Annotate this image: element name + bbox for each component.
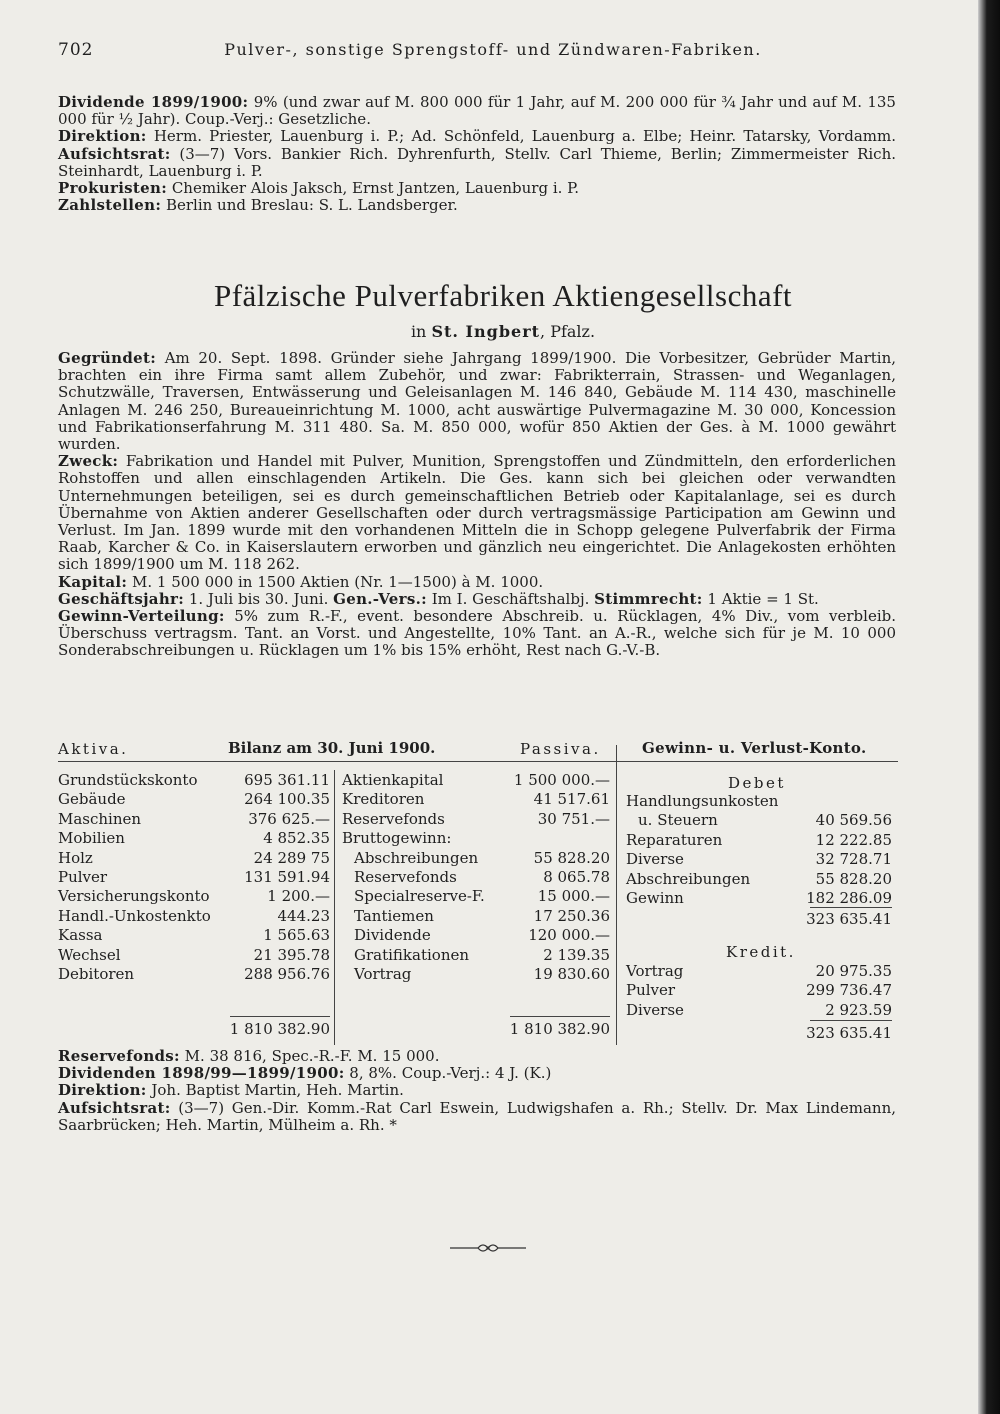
aktiva-item-label: Pulver: [58, 867, 108, 886]
aktiva-passiva-divider: [334, 770, 335, 1045]
debet-row: [626, 870, 892, 889]
aktiva-row: [58, 907, 330, 926]
debet-item-label: Gewinn: [626, 888, 684, 907]
debet-item-label: Diverse: [626, 850, 684, 869]
passiva-row: [342, 829, 610, 848]
kredit-label: Kredit.: [726, 943, 796, 961]
passiva-row: [342, 790, 610, 809]
aktiva-item-value: 1 565.63: [263, 926, 330, 945]
debet-total: 323 635.41: [806, 910, 892, 928]
prev-prokuristen: Prokuristen: Chemiker Alois Jaksch, Ernst Jantzen, Lauenburg i. P.: [58, 179, 579, 198]
kredit-item-label: Diverse: [626, 1000, 684, 1019]
passiva-row: [342, 946, 610, 965]
passiva-item-value: 55 828.20: [533, 848, 610, 867]
kredit-item-value: 20 975.35: [815, 962, 892, 980]
passiva-row: [342, 965, 610, 984]
passiva-item-label: Bruttogewinn:: [342, 829, 452, 848]
passiva-item-value: 30 751.—: [537, 809, 610, 828]
debet-row: [626, 850, 892, 869]
aufsichtsrat-line: Aufsichtsrat: (3—7) Gen.-Dir. Komm.-Rat Carl Eswein, Ludwigshafen a. Rh.; Stellv. Dr. Max Lindemann, Saarbrücken; Heh. Martin, Mülheim a. Rh. *: [58, 1098, 896, 1134]
page-edge-shadow: [978, 0, 1000, 1414]
passiva-item-label: Aktienkapital: [342, 771, 444, 789]
kredit-item-value: 2 923.59: [825, 1000, 892, 1019]
aktiva-row: [58, 771, 330, 790]
kredit-item-value: 299 736.47: [806, 981, 892, 1000]
aktiva-item-value: 695 361.11: [244, 771, 330, 789]
passiva-total-row: [342, 1020, 610, 1039]
aktiva-total-row: [58, 1020, 330, 1039]
prev-zahlstellen: Zahlstellen: Berlin und Breslau: S. L. Landsberger.: [58, 196, 458, 215]
passiva-row: [342, 771, 610, 790]
debet-item-value: 55 828.20: [815, 869, 892, 888]
aktiva-item-label: Versicherungskonto: [58, 887, 210, 906]
kredit-row: [626, 962, 892, 981]
prev-direktion: Direktion: Herm. Priester, Lauenburg i. P.; Ad. Schönfeld, Lauenburg a. Elbe; Heinr. Tatarsky, Vordamm. Aufsichtsrat: (3—7) Vors. Bankier Rich. Dyhrenfurth, Stellv. Carl Thieme, Berlin; Zimmermeister Rich. Steinhardt, Lauenburg i. P.: [58, 127, 896, 180]
closing-section: [58, 1048, 896, 1134]
kapital-section: Kapital: M. 1 500 000 in 1500 Aktien (Nr. 1—1500) à M. 1000.: [58, 572, 544, 591]
dividenden-line: Dividenden 1898/99—1899/1900: 8, 8%. Coup.-Verj.: 4 J. (K.): [58, 1064, 552, 1083]
gewinn-verteilung-section: Gewinn-Verteilung: 5% zum R.-F., event. besondere Abschreib. u. Rücklagen, 4% Div., vom verbleib. Überschuss vertragsm. Tant. an Vorst. und Angestellte, 10% Tant. an A.-R., welche sich für je M. 10 000 Sonderabschreibungen u. Rücklagen um 1% bis 15% erhöht, Rest nach G.-V.-B.: [58, 607, 896, 660]
passiva-row: [342, 926, 610, 945]
debet-item-value: 182 286.09: [806, 888, 892, 907]
passiva-item-label: Kreditoren: [342, 790, 425, 809]
passiva-item-value: 19 830.60: [533, 964, 610, 983]
running-header: [58, 40, 928, 66]
previous-entry: [58, 94, 896, 214]
passiva-item-value: 8 065.78: [543, 867, 610, 886]
direktion-line: Direktion: Joh. Baptist Martin, Heh. Martin.: [58, 1081, 404, 1100]
passiva-item-value: 15 000.—: [537, 887, 610, 906]
passiva-item-label: Tantiemen: [354, 906, 434, 925]
passiva-table: [342, 771, 610, 984]
passiva-item-value: 2 139.35: [543, 945, 610, 964]
aktiva-item-value: 4 852.35: [263, 829, 330, 848]
debet-row: [626, 831, 892, 850]
aktiva-item-label: Gebäude: [58, 790, 126, 809]
kredit-table: [626, 962, 892, 1020]
aktiva-item-value: 376 625.—: [248, 809, 330, 828]
kredit-total: 323 635.41: [806, 1024, 892, 1042]
kredit-total-rule: [810, 1020, 892, 1021]
aktiva-row: [58, 829, 330, 848]
aktiva-item-label: Holz: [58, 848, 93, 867]
running-title: Pulver-, sonstige Sprengstoff- und Zündwaren-Fabriken.: [224, 40, 762, 59]
debet-item-value: 40 569.56: [815, 811, 892, 830]
aktiva-row: [58, 849, 330, 868]
passiva-row: [342, 907, 610, 926]
passiva-item-label: Abschreibungen: [354, 848, 479, 867]
passiva-row: [342, 810, 610, 829]
aktiva-item-value: 264 100.35: [244, 790, 330, 809]
debet-row: [626, 889, 892, 908]
aktiva-item-label: Debitoren: [58, 964, 135, 983]
company-body: [58, 350, 896, 660]
debet-table: [626, 792, 892, 908]
aktiva-row: [58, 868, 330, 887]
debet-total-row: [626, 910, 892, 929]
kredit-item-label: Pulver: [626, 981, 676, 1000]
company-title: Pfälzische Pulverfabriken Aktiengesellschaft: [213, 278, 793, 313]
aktiva-row: [58, 965, 330, 984]
aktiva-label: Aktiva.: [58, 740, 129, 758]
aktiva-item-value: 288 956.76: [244, 964, 330, 983]
passiva-total-rule: [510, 1016, 610, 1017]
debet-label: Debet: [728, 774, 786, 792]
aktiva-row: [58, 946, 330, 965]
passiva-total: 1 810 382.90: [509, 1020, 610, 1038]
debet-item-value: 32 728.71: [815, 850, 892, 869]
column-divider: [616, 745, 617, 1045]
page-number: 702: [58, 40, 94, 60]
aktiva-item-label: Grundstückskonto: [58, 771, 198, 789]
passiva-item-label: Specialreserve-F.: [354, 887, 485, 906]
passiva-item-label: Reservefonds: [354, 867, 457, 886]
company-location: in St. Ingbert, Pfalz.: [410, 322, 596, 341]
aktiva-row: [58, 926, 330, 945]
passiva-label: Passiva.: [520, 740, 601, 758]
debet-item-label: u. Steuern: [638, 811, 718, 830]
passiva-item-value: 17 250.36: [533, 906, 610, 925]
prev-dividende: Dividende 1899/1900: 9% (und zwar auf M. 800 000 für 1 Jahr, auf M. 200 000 für ¾ Jahr und auf M. 135 000 für ½ Jahr). Coup.-Verj.: Gesetzliche.: [58, 93, 896, 129]
balance-rule: [58, 761, 898, 762]
aktiva-item-value: 1 200.—: [267, 887, 330, 906]
geschaeftsjahr-section: Geschäftsjahr: 1. Juli bis 30. Juni. Gen.-Vers.: Im I. Geschäftshalbj. Stimmrecht: 1 Aktie = 1 St.: [58, 589, 819, 608]
debet-item-value: 12 222.85: [815, 830, 892, 849]
aktiva-item-value: 444.23: [277, 906, 330, 925]
aktiva-row: [58, 810, 330, 829]
kredit-total-row: [626, 1024, 892, 1043]
kredit-row: [626, 981, 892, 1000]
kredit-item-label: Vortrag: [626, 962, 684, 980]
aktiva-item-value: 131 591.94: [244, 867, 330, 886]
ornament-divider-icon: [448, 1240, 528, 1256]
debet-item-label: Reparaturen: [626, 830, 723, 849]
passiva-row: [342, 868, 610, 887]
reservefonds-line: Reservefonds: M. 38 816, Spec.-R.-F. M. 15 000.: [58, 1047, 440, 1065]
passiva-item-value: 120 000.—: [528, 926, 610, 945]
aktiva-row: [58, 887, 330, 906]
aktiva-item-label: Kassa: [58, 926, 103, 945]
aktiva-item-label: Handl.-Unkostenkto: [58, 906, 211, 925]
aktiva-total-rule: [230, 1016, 330, 1017]
aktiva-total: 1 810 382.90: [229, 1020, 330, 1038]
bilanz-title: Bilanz am 30. Juni 1900.: [228, 739, 436, 757]
gv-title: Gewinn- u. Verlust-Konto.: [642, 739, 867, 757]
passiva-item-label: Reservefonds: [342, 809, 445, 828]
passiva-item-value: 41 517.61: [533, 790, 610, 809]
debet-total-rule: [810, 907, 892, 908]
passiva-item-value: 1 500 000.—: [513, 771, 610, 789]
debet-item-label: Abschreibungen: [626, 869, 751, 888]
passiva-row: [342, 887, 610, 906]
kredit-row: [626, 1001, 892, 1020]
aktiva-item-label: Mobilien: [58, 829, 125, 848]
debet-row: [626, 811, 892, 830]
aktiva-item-label: Maschinen: [58, 809, 142, 828]
zweck-section: Zweck: Fabrikation und Handel mit Pulver, Munition, Sprengstoffen und Zündmitteln, den erforderlichen Rohstoffen und allen einschlagenden Artikeln. Die Ges. kann sich bei gleichen oder verwandten Unternehmungen beteiligen, sei es durch gemeinschaftlichen Betrieb oder Kapitalanlage, sei es durch Übernahme von Aktien anderer Gesellschaften oder durch vertragsmässige Participation am Gewinn und Verlust. Im Jan. 1899 wurde mit den vorhandenen Mitteln die in Schopp gelegene Pulverfabrik der Firma Raab, Karcher & Co. in Kaiserslautern erworben und gänzlich neu eingerichtet. Die Anlagekosten erhöhten sich 1899/1900 um M. 118 262.: [58, 452, 896, 574]
debet-item-label: Handlungsunkosten: [626, 792, 779, 810]
passiva-item-label: Gratifikationen: [354, 945, 470, 964]
passiva-item-label: Vortrag: [354, 964, 412, 983]
passiva-item-label: Dividende: [354, 926, 431, 945]
aktiva-row: [58, 790, 330, 809]
debet-row: [626, 792, 892, 811]
aktiva-table: [58, 771, 330, 984]
aktiva-item-label: Wechsel: [58, 945, 121, 964]
aktiva-item-value: 21 395.78: [253, 945, 330, 964]
aktiva-item-value: 24 289 75: [253, 848, 330, 867]
passiva-row: [342, 849, 610, 868]
gegruendet-section: Gegründet: Am 20. Sept. 1898. Gründer siehe Jahrgang 1899/1900. Die Vorbesitzer, Gebrüder Martin, brachten ein ihre Firma samt allem Zubehör, und zwar: Fabrikterrain, Strassen- und Weganlagen, Schutzwälle, Traversen, Entwässerung und Geleisanlagen M. 146 840, Gebäude M. 114 430, maschinelle Anlagen M. 246 250, Bureaueinrichtung M. 1000, acht auswärtige Pulvermagazine M. 30 000, Koncession und Fabrikationserfahrung M. 311 480. Sa. M. 850 000, wofür 850 Aktien der Ges. à M. 1000 gewährt wurden.: [58, 349, 896, 454]
